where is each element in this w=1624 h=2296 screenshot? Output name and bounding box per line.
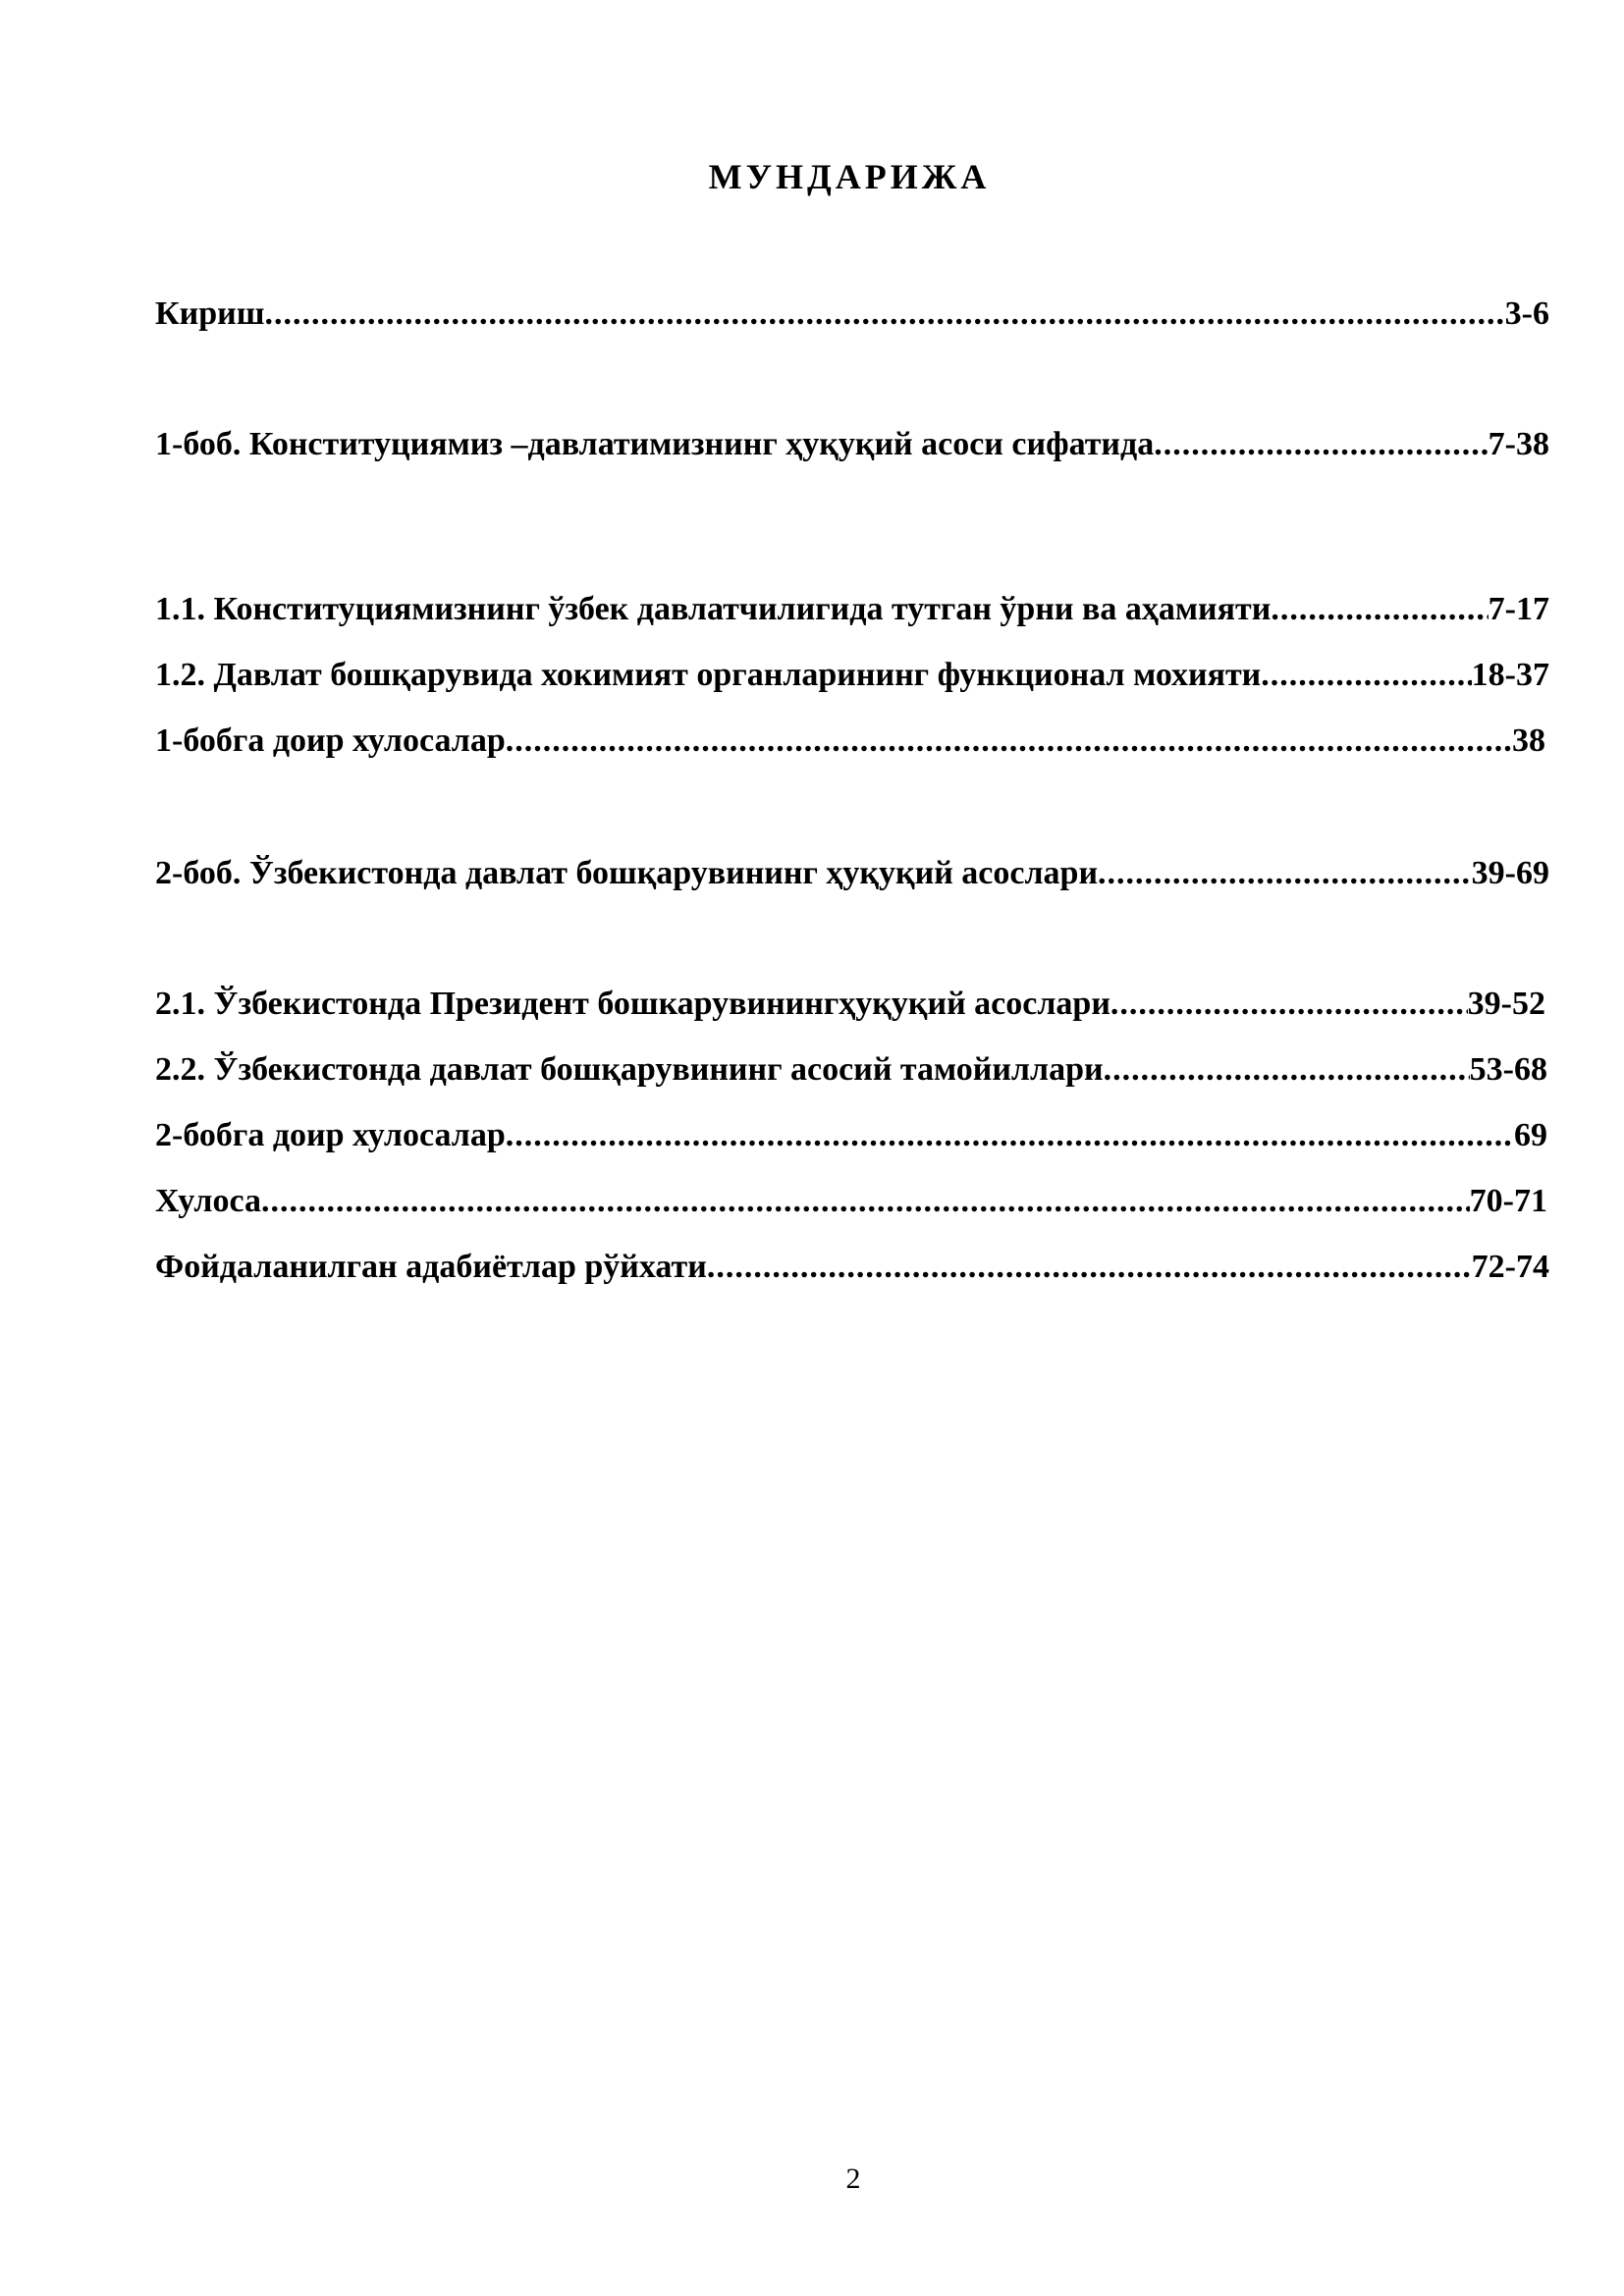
toc-entry-label: 2.1. Ўзбекистонда Президент бошкарувинингҳуқуқий асослари	[155, 986, 1110, 1022]
toc-dot-leader	[1154, 421, 1488, 468]
toc-entry-label: 2-боб. Ўзбекистонда давлат бошқарувининг ҳуқуқий асослари	[155, 855, 1099, 891]
toc-entry-section-1-1[interactable]	[155, 586, 1549, 633]
page-title: МУНДАРИЖА	[708, 157, 991, 196]
toc-entry-label: 1-боб. Конституциямиз –давлатимизнинг ҳуқуқий асоси сифатида	[155, 426, 1155, 462]
toc-entry-chapter-1-conclusions[interactable]	[155, 718, 1545, 765]
toc-entry-label: 1.2. Давлат бошқарувида хокимият органларининг функционал мохияти	[155, 657, 1262, 693]
toc-entry-label: 2.2. Ўзбекистонда давлат бошқарувининг асосий тамойиллари	[155, 1051, 1104, 1088]
toc-entry-section-2-2[interactable]	[155, 1046, 1547, 1094]
toc-dot-leader	[506, 718, 1512, 765]
toc-dot-leader	[506, 1112, 1514, 1159]
toc-entry-section-1-2[interactable]	[155, 652, 1549, 699]
toc-dot-leader	[1098, 850, 1472, 897]
toc-entry-page: 53-68	[1469, 1051, 1547, 1088]
toc-entry-page: 7-17	[1488, 591, 1549, 627]
toc-entry-introduction[interactable]	[155, 291, 1549, 338]
toc-entry-page: 7-38	[1488, 426, 1549, 462]
toc-entry-chapter-2[interactable]	[155, 850, 1549, 897]
toc-dot-leader	[1110, 981, 1468, 1028]
toc-entry-references[interactable]	[155, 1244, 1549, 1291]
toc-entry-label: 1.1. Конституциямизнинг ўзбек давлатчилигида тутган ўрни ва аҳамияти	[155, 591, 1272, 627]
toc-entry-conclusion[interactable]	[155, 1178, 1547, 1225]
toc-dot-leader	[264, 291, 1504, 338]
toc-entry-page: 69	[1514, 1117, 1547, 1153]
toc-entry-page: 3-6	[1504, 295, 1549, 332]
toc-entry-label: Кириш	[155, 295, 265, 332]
toc-entry-page: 39-52	[1467, 986, 1545, 1022]
toc-entry-chapter-1[interactable]	[155, 421, 1549, 468]
toc-entry-label: Фойдаланилган адабиётлар рўйхати	[155, 1249, 707, 1285]
toc-dot-leader	[707, 1244, 1472, 1291]
toc-entry-label: 1-бобга доир хулосалар	[155, 722, 506, 759]
toc-dot-leader	[1104, 1046, 1470, 1094]
toc-entry-page: 38	[1512, 722, 1545, 759]
toc-entry-chapter-2-conclusions[interactable]	[155, 1112, 1547, 1159]
toc-entry-page: 70-71	[1469, 1183, 1547, 1219]
toc-entry-page: 39-69	[1471, 855, 1549, 891]
toc-dot-leader	[261, 1178, 1470, 1225]
page-number: 2	[845, 2163, 861, 2195]
toc-dot-leader	[1261, 652, 1471, 699]
toc-entry-section-2-1[interactable]	[155, 981, 1545, 1028]
toc-dot-leader	[1271, 586, 1488, 633]
toc-entry-page: 72-74	[1471, 1249, 1549, 1285]
toc-entry-label: Хулоса	[155, 1183, 261, 1219]
toc-entry-page: 18-37	[1471, 657, 1549, 693]
toc-entry-label: 2-бобга доир хулосалар	[155, 1117, 506, 1153]
